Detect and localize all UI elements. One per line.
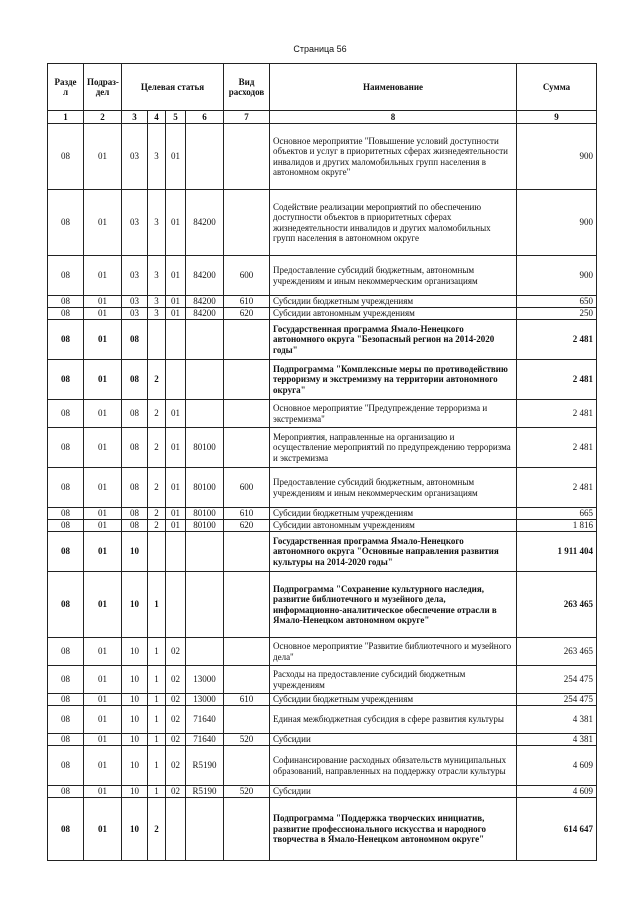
cell-program-code: 03 bbox=[122, 296, 148, 308]
cell-razdel: 08 bbox=[48, 256, 84, 296]
table-row bbox=[48, 190, 597, 256]
cell-summa: 250 bbox=[517, 308, 597, 320]
column-number: 9 bbox=[517, 111, 597, 124]
cell-vid-raskhodov bbox=[224, 798, 270, 861]
table-row bbox=[48, 124, 597, 190]
table-row bbox=[48, 428, 597, 468]
column-number: 7 bbox=[224, 111, 270, 124]
cell-program-code: 10 bbox=[122, 638, 148, 666]
cell-program-code: 10 bbox=[122, 532, 148, 572]
cell-summa: 650 bbox=[517, 296, 597, 308]
cell-subprogram-code: 1 bbox=[148, 786, 166, 798]
header-tselevaya-statya: Целевая статья bbox=[122, 64, 224, 111]
cell-summa: 900 bbox=[517, 190, 597, 256]
cell-summa: 4 609 bbox=[517, 786, 597, 798]
cell-podrazdel: 01 bbox=[84, 746, 122, 786]
cell-summa: 1 816 bbox=[517, 520, 597, 532]
cell-program-code: 10 bbox=[122, 706, 148, 734]
cell-podrazdel: 01 bbox=[84, 296, 122, 308]
table-row bbox=[48, 508, 597, 520]
cell-naimenovanie: Предоставление субсидий бюджетным, автономным учреждениям и иным некоммерческим организациям bbox=[270, 468, 517, 508]
cell-razdel: 08 bbox=[48, 360, 84, 400]
cell-activity-code: 01 bbox=[166, 428, 186, 468]
cell-summa: 1 911 404 bbox=[517, 532, 597, 572]
cell-vid-raskhodov bbox=[224, 190, 270, 256]
cell-razdel: 08 bbox=[48, 572, 84, 638]
cell-program-code: 08 bbox=[122, 468, 148, 508]
cell-podrazdel: 01 bbox=[84, 256, 122, 296]
header-naimenovanie: Наименование bbox=[270, 64, 517, 111]
column-number: 1 bbox=[48, 111, 84, 124]
cell-naimenovanie: Единая межбюджетная субсидия в сфере развития культуры bbox=[270, 706, 517, 734]
cell-vid-raskhodov: 600 bbox=[224, 468, 270, 508]
cell-summa: 2 481 bbox=[517, 320, 597, 360]
cell-razdel: 08 bbox=[48, 706, 84, 734]
cell-direction-code bbox=[186, 638, 224, 666]
cell-subprogram-code: 1 bbox=[148, 638, 166, 666]
cell-direction-code: 84200 bbox=[186, 296, 224, 308]
column-number: 5 bbox=[166, 111, 186, 124]
cell-naimenovanie: Основное мероприятие "Развитие библиотечного и музейного дела" bbox=[270, 638, 517, 666]
cell-naimenovanie: Субсидии бюджетным учреждениям bbox=[270, 296, 517, 308]
header-vid-raskhodov: Вид расходов bbox=[224, 64, 270, 111]
table-row bbox=[48, 706, 597, 734]
cell-razdel: 08 bbox=[48, 746, 84, 786]
cell-vid-raskhodov bbox=[224, 400, 270, 428]
column-number: 6 bbox=[186, 111, 224, 124]
cell-naimenovanie: Субсидии bbox=[270, 734, 517, 746]
cell-direction-code: 80100 bbox=[186, 468, 224, 508]
cell-direction-code bbox=[186, 798, 224, 861]
cell-activity-code bbox=[166, 798, 186, 861]
cell-razdel: 08 bbox=[48, 734, 84, 746]
cell-direction-code: 80100 bbox=[186, 428, 224, 468]
page-number-label: Страница 56 bbox=[293, 44, 347, 54]
cell-summa: 900 bbox=[517, 256, 597, 296]
cell-activity-code: 02 bbox=[166, 706, 186, 734]
cell-program-code: 08 bbox=[122, 520, 148, 532]
cell-direction-code: 13000 bbox=[186, 694, 224, 706]
cell-subprogram-code: 2 bbox=[148, 360, 166, 400]
cell-naimenovanie: Подпрограмма "Комплексные меры по противодействию терроризму и экстремизму на территории автономного округа" bbox=[270, 360, 517, 400]
column-number: 4 bbox=[148, 111, 166, 124]
cell-podrazdel: 01 bbox=[84, 798, 122, 861]
cell-activity-code: 01 bbox=[166, 520, 186, 532]
cell-direction-code: R5190 bbox=[186, 786, 224, 798]
cell-razdel: 08 bbox=[48, 666, 84, 694]
cell-vid-raskhodov bbox=[224, 666, 270, 694]
cell-vid-raskhodov bbox=[224, 532, 270, 572]
cell-podrazdel: 01 bbox=[84, 638, 122, 666]
cell-direction-code bbox=[186, 320, 224, 360]
cell-summa: 263 465 bbox=[517, 572, 597, 638]
cell-activity-code: 02 bbox=[166, 734, 186, 746]
table-row bbox=[48, 308, 597, 320]
cell-program-code: 10 bbox=[122, 694, 148, 706]
table-row bbox=[48, 666, 597, 694]
cell-vid-raskhodov: 610 bbox=[224, 694, 270, 706]
table-row bbox=[48, 360, 597, 400]
cell-podrazdel: 01 bbox=[84, 320, 122, 360]
cell-activity-code: 01 bbox=[166, 308, 186, 320]
cell-subprogram-code: 1 bbox=[148, 666, 166, 694]
cell-podrazdel: 01 bbox=[84, 360, 122, 400]
cell-subprogram-code: 2 bbox=[148, 798, 166, 861]
cell-direction-code: 84200 bbox=[186, 190, 224, 256]
cell-naimenovanie: Содействие реализации мероприятий по обеспечению доступности объектов в приоритетных сферах жизнедеятельности инвалидов и других маломобильных групп населения в автономном округе bbox=[270, 190, 517, 256]
cell-podrazdel: 01 bbox=[84, 508, 122, 520]
table-row bbox=[48, 400, 597, 428]
cell-naimenovanie: Государственная программа Ямало-Ненецкого автономного округа "Основные направления развития культуры на 2014-2020 годы" bbox=[270, 532, 517, 572]
cell-program-code: 08 bbox=[122, 428, 148, 468]
cell-activity-code: 02 bbox=[166, 666, 186, 694]
cell-vid-raskhodov bbox=[224, 428, 270, 468]
cell-activity-code: 01 bbox=[166, 468, 186, 508]
cell-activity-code: 01 bbox=[166, 296, 186, 308]
cell-summa: 614 647 bbox=[517, 798, 597, 861]
cell-subprogram-code: 3 bbox=[148, 308, 166, 320]
cell-vid-raskhodov bbox=[224, 124, 270, 190]
cell-naimenovanie: Субсидии автономным учреждениям bbox=[270, 308, 517, 320]
column-number: 3 bbox=[122, 111, 148, 124]
cell-activity-code: 02 bbox=[166, 694, 186, 706]
cell-direction-code: 71640 bbox=[186, 734, 224, 746]
cell-podrazdel: 01 bbox=[84, 734, 122, 746]
cell-naimenovanie: Подпрограмма "Поддержка творческих инициатив, развитие профессионального искусства и народного творчества в Ямало-Ненецком автономном округе" bbox=[270, 798, 517, 861]
cell-podrazdel: 01 bbox=[84, 468, 122, 508]
cell-summa: 900 bbox=[517, 124, 597, 190]
cell-podrazdel: 01 bbox=[84, 694, 122, 706]
cell-naimenovanie: Государственная программа Ямало-Ненецкого автономного округа "Безопасный регион на 2014-2020 годы" bbox=[270, 320, 517, 360]
cell-naimenovanie: Субсидии bbox=[270, 786, 517, 798]
cell-subprogram-code: 1 bbox=[148, 746, 166, 786]
cell-activity-code: 01 bbox=[166, 256, 186, 296]
cell-subprogram-code: 2 bbox=[148, 428, 166, 468]
cell-summa: 254 475 bbox=[517, 694, 597, 706]
cell-program-code: 10 bbox=[122, 746, 148, 786]
cell-naimenovanie: Субсидии бюджетным учреждениям bbox=[270, 508, 517, 520]
cell-program-code: 10 bbox=[122, 734, 148, 746]
cell-naimenovanie: Субсидии бюджетным учреждениям bbox=[270, 694, 517, 706]
cell-vid-raskhodov: 610 bbox=[224, 508, 270, 520]
cell-activity-code: 02 bbox=[166, 786, 186, 798]
cell-naimenovanie: Предоставление субсидий бюджетным, автономным учреждениям и иным некоммерческим организациям bbox=[270, 256, 517, 296]
table-row bbox=[48, 572, 597, 638]
cell-program-code: 03 bbox=[122, 308, 148, 320]
cell-program-code: 03 bbox=[122, 256, 148, 296]
cell-razdel: 08 bbox=[48, 638, 84, 666]
cell-activity-code: 01 bbox=[166, 508, 186, 520]
cell-program-code: 08 bbox=[122, 360, 148, 400]
cell-summa: 4 381 bbox=[517, 734, 597, 746]
cell-direction-code bbox=[186, 572, 224, 638]
cell-activity-code bbox=[166, 532, 186, 572]
header-razdel: Разде л bbox=[48, 64, 84, 111]
cell-summa: 254 475 bbox=[517, 666, 597, 694]
cell-subprogram-code: 2 bbox=[148, 400, 166, 428]
cell-program-code: 03 bbox=[122, 190, 148, 256]
cell-razdel: 08 bbox=[48, 508, 84, 520]
column-number-row bbox=[48, 111, 597, 124]
cell-activity-code: 02 bbox=[166, 746, 186, 786]
cell-vid-raskhodov: 620 bbox=[224, 308, 270, 320]
cell-direction-code bbox=[186, 124, 224, 190]
cell-subprogram-code: 1 bbox=[148, 734, 166, 746]
header-summa: Сумма bbox=[517, 64, 597, 111]
cell-summa: 665 bbox=[517, 508, 597, 520]
cell-subprogram-code: 3 bbox=[148, 296, 166, 308]
cell-podrazdel: 01 bbox=[84, 520, 122, 532]
table-header-row bbox=[48, 64, 597, 111]
cell-podrazdel: 01 bbox=[84, 572, 122, 638]
cell-activity-code: 02 bbox=[166, 638, 186, 666]
cell-naimenovanie: Субсидии автономным учреждениям bbox=[270, 520, 517, 532]
table-row bbox=[48, 694, 597, 706]
cell-summa: 4 381 bbox=[517, 706, 597, 734]
cell-direction-code: 71640 bbox=[186, 706, 224, 734]
cell-razdel: 08 bbox=[48, 520, 84, 532]
cell-summa: 2 481 bbox=[517, 360, 597, 400]
table-row bbox=[48, 520, 597, 532]
cell-program-code: 08 bbox=[122, 320, 148, 360]
cell-vid-raskhodov: 520 bbox=[224, 786, 270, 798]
cell-naimenovanie: Основное мероприятие "Предупреждение терроризма и экстремизма" bbox=[270, 400, 517, 428]
cell-direction-code: 80100 bbox=[186, 508, 224, 520]
cell-subprogram-code: 1 bbox=[148, 694, 166, 706]
cell-razdel: 08 bbox=[48, 308, 84, 320]
cell-subprogram-code: 3 bbox=[148, 190, 166, 256]
cell-vid-raskhodov bbox=[224, 360, 270, 400]
cell-podrazdel: 01 bbox=[84, 532, 122, 572]
cell-summa: 2 481 bbox=[517, 400, 597, 428]
table-row bbox=[48, 256, 597, 296]
table-row bbox=[48, 468, 597, 508]
cell-subprogram-code: 2 bbox=[148, 468, 166, 508]
cell-razdel: 08 bbox=[48, 190, 84, 256]
cell-subprogram-code: 2 bbox=[148, 520, 166, 532]
cell-direction-code bbox=[186, 532, 224, 572]
cell-direction-code: 80100 bbox=[186, 520, 224, 532]
cell-subprogram-code: 3 bbox=[148, 256, 166, 296]
cell-direction-code bbox=[186, 400, 224, 428]
cell-activity-code bbox=[166, 572, 186, 638]
cell-program-code: 10 bbox=[122, 666, 148, 694]
cell-vid-raskhodov: 610 bbox=[224, 296, 270, 308]
cell-podrazdel: 01 bbox=[84, 308, 122, 320]
cell-subprogram-code bbox=[148, 320, 166, 360]
column-number: 2 bbox=[84, 111, 122, 124]
cell-vid-raskhodov: 600 bbox=[224, 256, 270, 296]
cell-program-code: 10 bbox=[122, 798, 148, 861]
table-row bbox=[48, 798, 597, 861]
budget-table bbox=[47, 63, 597, 861]
header-podrazdel: Подраз- дел bbox=[84, 64, 122, 111]
cell-subprogram-code bbox=[148, 532, 166, 572]
cell-subprogram-code: 2 bbox=[148, 508, 166, 520]
table-row bbox=[48, 638, 597, 666]
cell-razdel: 08 bbox=[48, 320, 84, 360]
cell-razdel: 08 bbox=[48, 694, 84, 706]
cell-vid-raskhodov bbox=[224, 320, 270, 360]
cell-summa: 4 609 bbox=[517, 746, 597, 786]
cell-vid-raskhodov bbox=[224, 746, 270, 786]
column-number: 8 bbox=[270, 111, 517, 124]
cell-vid-raskhodov: 520 bbox=[224, 734, 270, 746]
cell-direction-code bbox=[186, 360, 224, 400]
cell-summa: 263 465 bbox=[517, 638, 597, 666]
cell-razdel: 08 bbox=[48, 124, 84, 190]
cell-podrazdel: 01 bbox=[84, 124, 122, 190]
cell-podrazdel: 01 bbox=[84, 786, 122, 798]
cell-podrazdel: 01 bbox=[84, 400, 122, 428]
cell-razdel: 08 bbox=[48, 786, 84, 798]
cell-program-code: 10 bbox=[122, 572, 148, 638]
cell-razdel: 08 bbox=[48, 428, 84, 468]
table-body bbox=[48, 124, 597, 861]
cell-razdel: 08 bbox=[48, 798, 84, 861]
cell-activity-code: 01 bbox=[166, 400, 186, 428]
cell-vid-raskhodov bbox=[224, 706, 270, 734]
cell-summa: 2 481 bbox=[517, 468, 597, 508]
cell-razdel: 08 bbox=[48, 532, 84, 572]
cell-subprogram-code: 1 bbox=[148, 706, 166, 734]
cell-naimenovanie: Подпрограмма "Сохранение культурного наследия, развитие библиотечного и музейного дела, информационно-аналитическое обеспечение отрасли в Ямало-Ненецком автономном округе" bbox=[270, 572, 517, 638]
cell-podrazdel: 01 bbox=[84, 428, 122, 468]
cell-activity-code: 01 bbox=[166, 124, 186, 190]
cell-podrazdel: 01 bbox=[84, 190, 122, 256]
cell-program-code: 08 bbox=[122, 400, 148, 428]
cell-razdel: 08 bbox=[48, 296, 84, 308]
cell-program-code: 03 bbox=[122, 124, 148, 190]
cell-direction-code: 84200 bbox=[186, 308, 224, 320]
cell-program-code: 08 bbox=[122, 508, 148, 520]
table-row bbox=[48, 320, 597, 360]
cell-activity-code bbox=[166, 320, 186, 360]
cell-razdel: 08 bbox=[48, 468, 84, 508]
cell-direction-code: 13000 bbox=[186, 666, 224, 694]
cell-activity-code: 01 bbox=[166, 190, 186, 256]
cell-naimenovanie: Мероприятия, направленные на организацию и осуществление мероприятий по предупреждению терроризма и экстремизма bbox=[270, 428, 517, 468]
cell-podrazdel: 01 bbox=[84, 706, 122, 734]
cell-vid-raskhodov bbox=[224, 638, 270, 666]
cell-naimenovanie: Софинансирование расходных обязательств муниципальных образований, направленных на поддержку отрасли культуры bbox=[270, 746, 517, 786]
cell-vid-raskhodov: 620 bbox=[224, 520, 270, 532]
cell-razdel: 08 bbox=[48, 400, 84, 428]
cell-program-code: 10 bbox=[122, 786, 148, 798]
cell-summa: 2 481 bbox=[517, 428, 597, 468]
table-row bbox=[48, 532, 597, 572]
table-row bbox=[48, 734, 597, 746]
table-row bbox=[48, 296, 597, 308]
cell-direction-code: R5190 bbox=[186, 746, 224, 786]
cell-naimenovanie: Расходы на предоставление субсидий бюджетным учреждениям bbox=[270, 666, 517, 694]
cell-subprogram-code: 3 bbox=[148, 124, 166, 190]
cell-activity-code bbox=[166, 360, 186, 400]
cell-podrazdel: 01 bbox=[84, 666, 122, 694]
cell-naimenovanie: Основное мероприятие "Повышение условий доступности объектов и услуг в приоритетных сферах жизнедеятельности инвалидов и других маломобильных групп населения в автономном округе" bbox=[270, 124, 517, 190]
table-row bbox=[48, 746, 597, 786]
cell-vid-raskhodov bbox=[224, 572, 270, 638]
table-row bbox=[48, 786, 597, 798]
cell-subprogram-code: 1 bbox=[148, 572, 166, 638]
cell-direction-code: 84200 bbox=[186, 256, 224, 296]
